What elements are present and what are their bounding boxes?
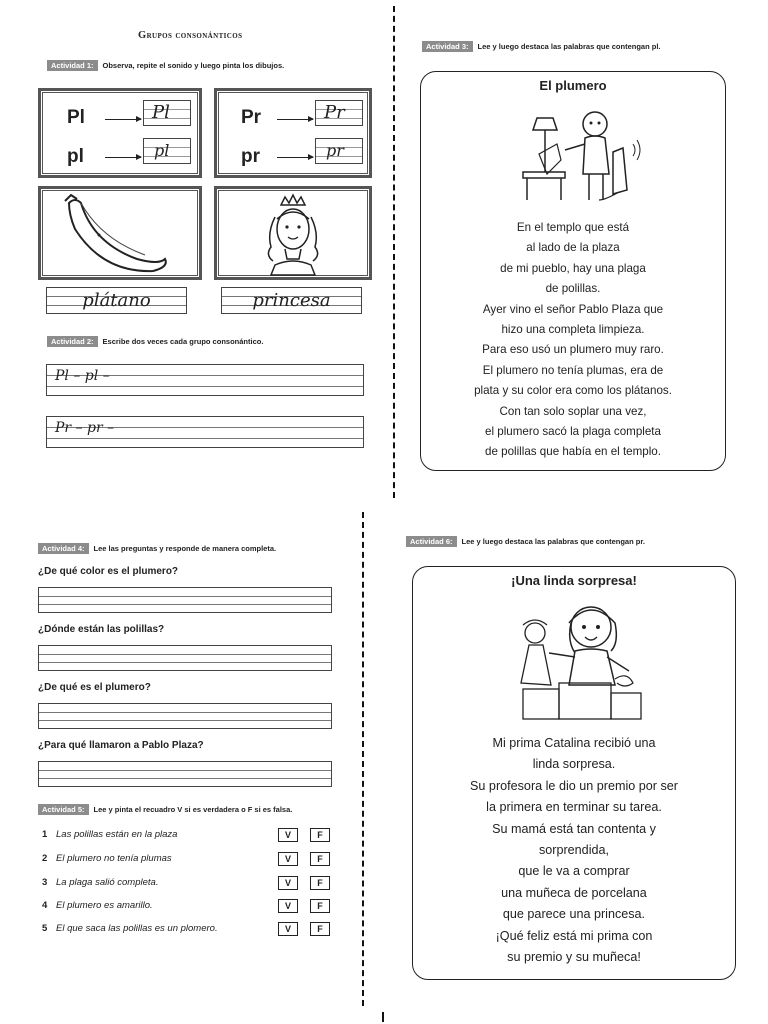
true-box-4[interactable]: V <box>278 899 298 913</box>
word-box-princesa: princesa <box>221 287 362 314</box>
story-el-plumero <box>420 71 726 471</box>
tf-statement-4: 4 El plumero es amarillo. <box>42 900 153 911</box>
cleaning-boy-icon <box>509 104 649 206</box>
story2-line: ¡Qué feliz está mi prima con <box>495 928 653 943</box>
false-box-5[interactable]: F <box>310 922 330 936</box>
activity3-badge: Actividad 3: <box>422 41 473 52</box>
activity5-badge: Actividad 5: <box>38 804 89 815</box>
false-box-1[interactable]: F <box>310 828 330 842</box>
story1-line: de polillas. <box>545 282 601 296</box>
activity4-instruction: Actividad 4: Lee las preguntas y responde de manera completa. <box>38 543 276 554</box>
story2-line: una muñeca de porcelana <box>501 885 647 900</box>
activity3-instruction: Actividad 3: Lee y luego destaca las palabras que contengan pl. <box>422 41 661 52</box>
story2-line: la primera en terminar su tarea. <box>486 800 662 815</box>
question-3: ¿De qué es el plumero? <box>38 682 151 693</box>
pl-upper-label: Pl <box>67 107 85 128</box>
story2-line: Mi prima Catalina recibió una <box>492 736 656 750</box>
story2-line: Su mamá está tan contenta y <box>492 821 656 836</box>
activity4-badge: Actividad 4: <box>38 543 89 554</box>
answer-box-1[interactable] <box>38 587 332 613</box>
story-una-linda-sorpresa <box>412 566 736 980</box>
story1-line: de polillas que había en el templo. <box>485 445 661 459</box>
story1-line: de mi pueblo, hay una plaga <box>500 261 646 275</box>
activity2-instruction: Actividad 2: Escribe dos veces cada grupo consonántico. <box>47 336 263 347</box>
story2-title: ¡Una linda sorpresa! <box>511 573 637 588</box>
activity2-badge: Actividad 2: <box>47 336 98 347</box>
question-2: ¿Dónde están las polillas? <box>38 624 165 635</box>
story2-line: que parece una princesa. <box>502 907 646 922</box>
practice-line-pl[interactable]: Pl – pl – <box>46 364 364 396</box>
word-box-platano: plátano <box>46 287 187 314</box>
pr-upper-label: Pr <box>241 107 262 128</box>
story1-body <box>421 218 725 463</box>
banana-picture-card <box>38 186 202 280</box>
activity6-instruction: Actividad 6: Lee y luego destaca las palabras que contengan pr. <box>406 536 645 547</box>
story1-line: Con tan solo soplar una vez, <box>499 404 647 418</box>
activity1-badge: Actividad 1: <box>47 60 98 71</box>
tf-statement-2: 2 El plumero no tenía plumas <box>42 853 172 864</box>
story2-line: Su profesora le dio un premio por ser <box>470 778 678 793</box>
practice-line-pr[interactable]: Pr – pr – <box>46 416 364 448</box>
activity5-instruction: Actividad 5: Lee y pinta el recuadro V si es verdadera o F si es falsa. <box>38 804 292 815</box>
pl-lower-cursive-box: pl <box>143 138 191 164</box>
story1-line: Ayer vino el señor Pablo Plaza que <box>482 302 664 316</box>
princess-picture-card <box>214 186 372 280</box>
tf-statement-5: 5 El que saca las polillas es un plomero. <box>42 923 218 934</box>
activity6-badge: Actividad 6: <box>406 536 457 547</box>
question-1: ¿De qué color es el plumero? <box>38 566 179 577</box>
tf-statement-1: 1 Las polillas están en la plaza <box>42 829 178 840</box>
story2-line: sorprendida, <box>538 843 609 858</box>
story1-line: Para eso usó un plumero muy raro. <box>482 343 664 357</box>
story2-line: que le va a comprar <box>518 864 630 879</box>
story2-line: linda sorpresa. <box>532 757 616 772</box>
story1-title: El plumero <box>539 78 607 93</box>
activity1-instruction: Actividad 1: Observa, repite el sonido y luego pinta los dibujos. <box>47 60 284 71</box>
answer-box-3[interactable] <box>38 703 332 729</box>
story1-line: El plumero no tenía plumas, era de <box>482 363 664 377</box>
true-box-2[interactable]: V <box>278 852 298 866</box>
pr-lower-label: pr <box>241 146 260 167</box>
story1-line: plata y su color era como los plátanos. <box>474 384 672 398</box>
worksheet-title: Grupos consonánticos <box>138 30 243 41</box>
pr-lower-cursive-box: pr <box>315 138 363 164</box>
question-4: ¿Para qué llamaron a Pablo Plaza? <box>38 740 204 751</box>
story2-body <box>413 733 735 968</box>
divider-bottom <box>362 512 364 1006</box>
true-box-1[interactable]: V <box>278 828 298 842</box>
answer-box-4[interactable] <box>38 761 332 787</box>
answer-box-2[interactable] <box>38 645 332 671</box>
false-box-2[interactable]: F <box>310 852 330 866</box>
pl-letter-card <box>38 88 202 178</box>
pl-upper-cursive-box: Pl <box>143 100 191 126</box>
story1-line: En el templo que está <box>516 221 630 234</box>
story1-line: al lado de la plaza <box>526 241 620 255</box>
arrow-icon <box>277 157 313 158</box>
pl-lower-label: pl <box>67 146 84 167</box>
story2-line: su premio y su muñeca! <box>507 950 641 965</box>
pr-letter-card <box>214 88 372 178</box>
true-box-3[interactable]: V <box>278 876 298 890</box>
arrow-icon <box>105 157 141 158</box>
true-box-5[interactable]: V <box>278 922 298 936</box>
arrow-icon <box>277 119 313 120</box>
divider-tick <box>382 1012 384 1022</box>
girl-with-doll-icon <box>495 593 655 723</box>
banana-icon <box>41 189 199 277</box>
divider-top <box>393 6 395 498</box>
tf-statement-3: 3 La plaga salió completa. <box>42 877 159 888</box>
story1-line: el plumero sacó la plaga completa <box>485 425 661 439</box>
story1-line: hizo una completa limpieza. <box>501 323 645 337</box>
princess-icon <box>217 189 369 277</box>
pr-upper-cursive-box: Pr <box>315 100 363 126</box>
false-box-3[interactable]: F <box>310 876 330 890</box>
false-box-4[interactable]: F <box>310 899 330 913</box>
arrow-icon <box>105 119 141 120</box>
